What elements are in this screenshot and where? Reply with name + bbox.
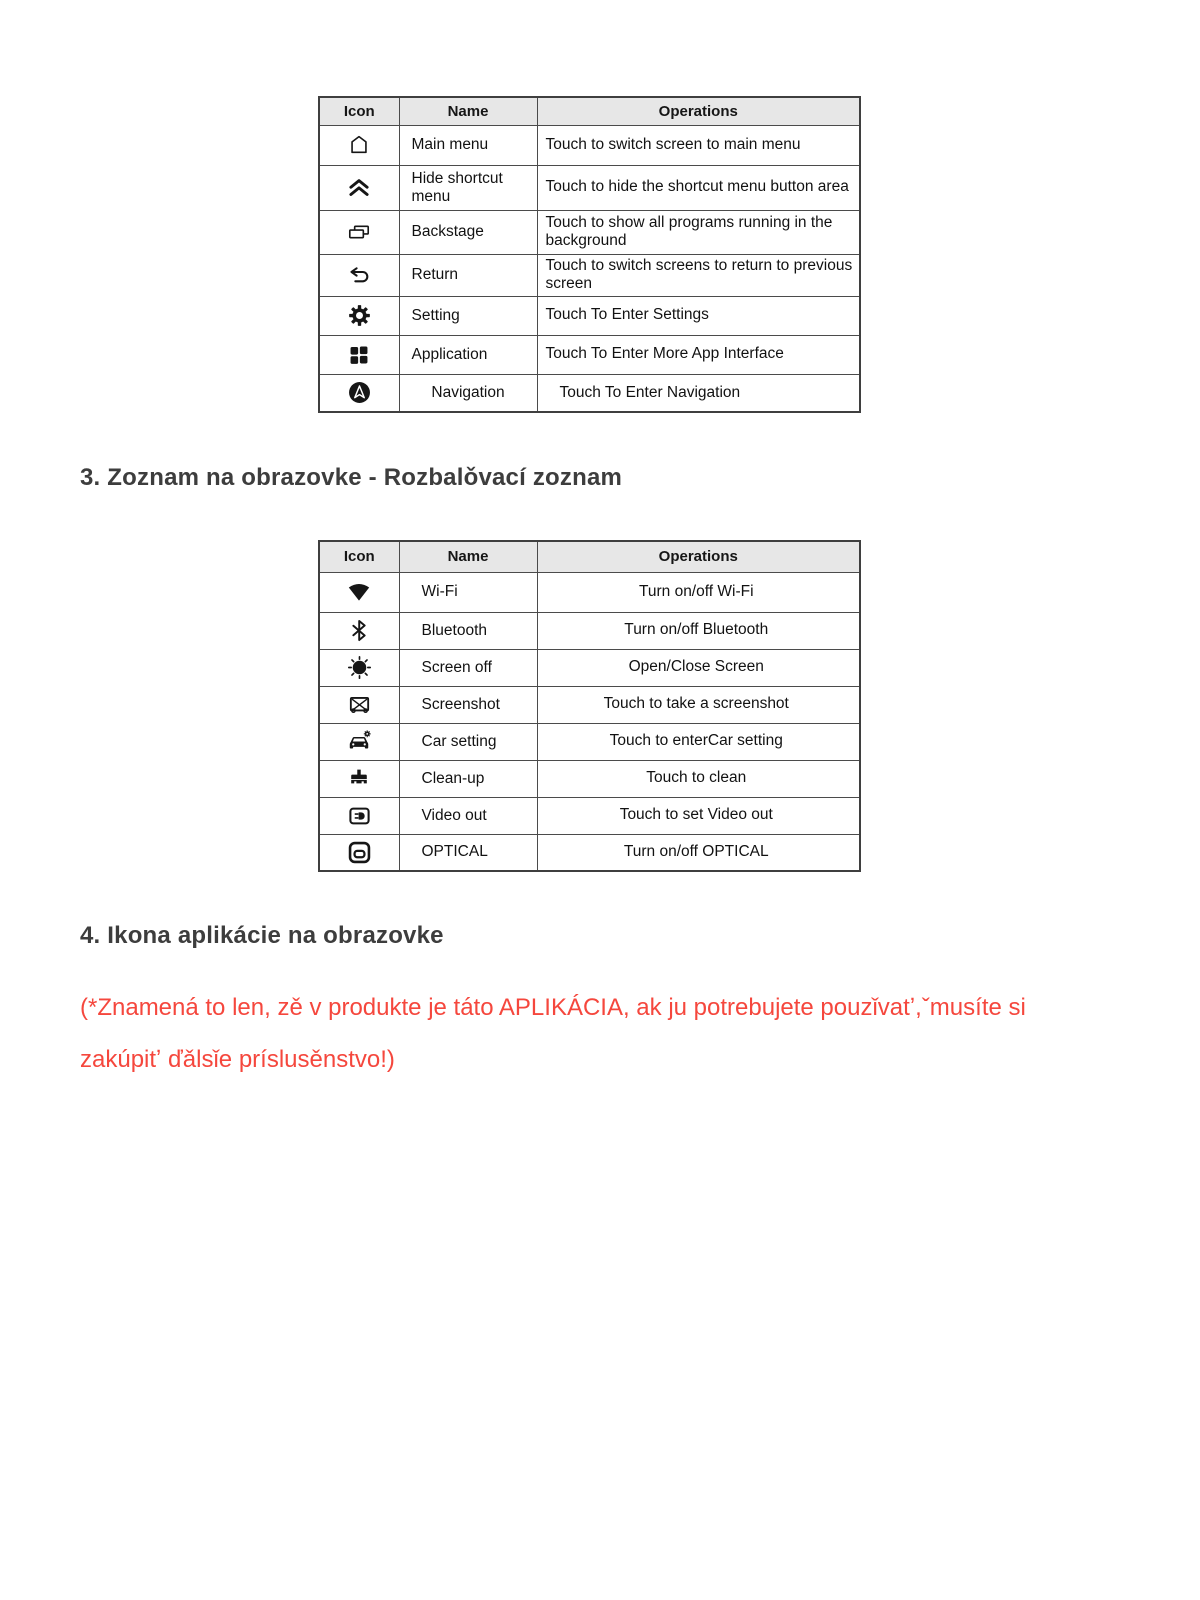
accessory-note-line2: zakúpitʼ ďǎlsǐe príslusěnstvo!): [80, 1046, 395, 1073]
backstage-icon: [319, 210, 399, 254]
column-header-name: Name: [399, 97, 537, 125]
clean-up-icon: [319, 760, 399, 797]
table-row: [319, 335, 860, 374]
icon-operation: Touch to switch screens to return to previous screen: [537, 254, 860, 296]
icon-operation: Turn on/off Wi-Fi: [537, 572, 860, 612]
table-row: [319, 125, 860, 165]
icon-name: OPTICAL: [399, 834, 537, 871]
icon-operation: Touch To Enter More App Interface: [537, 335, 860, 374]
icon-operation: Touch to switch screen to main menu: [537, 125, 860, 165]
icon-name: Bluetooth: [399, 612, 537, 649]
section-heading-3: 3. Zoznam na obrazovke - Rozbalǒvací zoznam: [80, 464, 623, 491]
icon-name: Backstage: [399, 210, 537, 254]
icon-operation: Touch to enterCar setting: [537, 723, 860, 760]
table-row: [319, 760, 860, 797]
screenshot-icon: [319, 686, 399, 723]
icon-name: Main menu: [399, 125, 537, 165]
icon-name: Application: [399, 335, 537, 374]
accessory-note-line1: (*Znamená to len, zě v produkte je táto APLIKÁCIA, ak ju potrebujete pouzǐvatʼ,ˇmusíte si: [80, 994, 1026, 1021]
table-row: [319, 612, 860, 649]
column-header-icon: Icon: [319, 541, 399, 572]
icon-operation: Open/Close Screen: [537, 649, 860, 686]
icon-operation: Turn on/off Bluetooth: [537, 612, 860, 649]
table-row: [319, 834, 860, 871]
icon-operation: Touch to show all programs running in the background: [537, 210, 860, 254]
icon-operation: Touch to clean: [537, 760, 860, 797]
table-row: [319, 254, 860, 296]
navigation-icon: [319, 374, 399, 412]
icon-name: Setting: [399, 296, 537, 335]
table-row: [319, 572, 860, 612]
table-row: [319, 165, 860, 210]
icon-name: Video out: [399, 797, 537, 834]
car-setting-icon: [319, 723, 399, 760]
icon-operation: Touch to set Video out: [537, 797, 860, 834]
home-icon: [319, 125, 399, 165]
wifi-icon: [319, 572, 399, 612]
column-header-name: Name: [399, 541, 537, 572]
table-header-row: [319, 97, 860, 125]
hide-shortcut-menu-icon: [319, 165, 399, 210]
accessory-note: [80, 982, 1060, 1086]
icon-name: Navigation: [399, 374, 537, 412]
icon-name: Screenshot: [399, 686, 537, 723]
icon-name: Clean-up: [399, 760, 537, 797]
return-icon: [319, 254, 399, 296]
table-row: [319, 649, 860, 686]
table-row: [319, 374, 860, 412]
icon-name: Screen off: [399, 649, 537, 686]
screen-off-icon: [319, 649, 399, 686]
setting-gear-icon: [319, 296, 399, 335]
table-row: [319, 723, 860, 760]
bluetooth-icon: [319, 612, 399, 649]
icon-operation: Touch To Enter Settings: [537, 296, 860, 335]
table-row: [319, 686, 860, 723]
application-grid-icon: [319, 335, 399, 374]
icon-name: Return: [399, 254, 537, 296]
column-header-operations: Operations: [537, 541, 860, 572]
shortcut-icons-table: [318, 96, 861, 413]
icon-operation: Touch to hide the shortcut menu button area: [537, 165, 860, 210]
icon-operation: Touch To Enter Navigation: [537, 374, 860, 412]
icon-name: Wi-Fi: [399, 572, 537, 612]
table-row: [319, 210, 860, 254]
table-header-row: [319, 541, 860, 572]
video-out-icon: [319, 797, 399, 834]
icon-operation: Touch to take a screenshot: [537, 686, 860, 723]
section-heading-4: 4. Ikona aplikácie na obrazovke: [80, 922, 444, 949]
icon-name: Car setting: [399, 723, 537, 760]
icon-operation: Turn on/off OPTICAL: [537, 834, 860, 871]
icon-name: Hide shortcut menu: [399, 165, 537, 210]
dropdown-icons-table: [318, 540, 861, 872]
table-row: [319, 797, 860, 834]
optical-icon: [319, 834, 399, 871]
column-header-icon: Icon: [319, 97, 399, 125]
table-row: [319, 296, 860, 335]
column-header-operations: Operations: [537, 97, 860, 125]
